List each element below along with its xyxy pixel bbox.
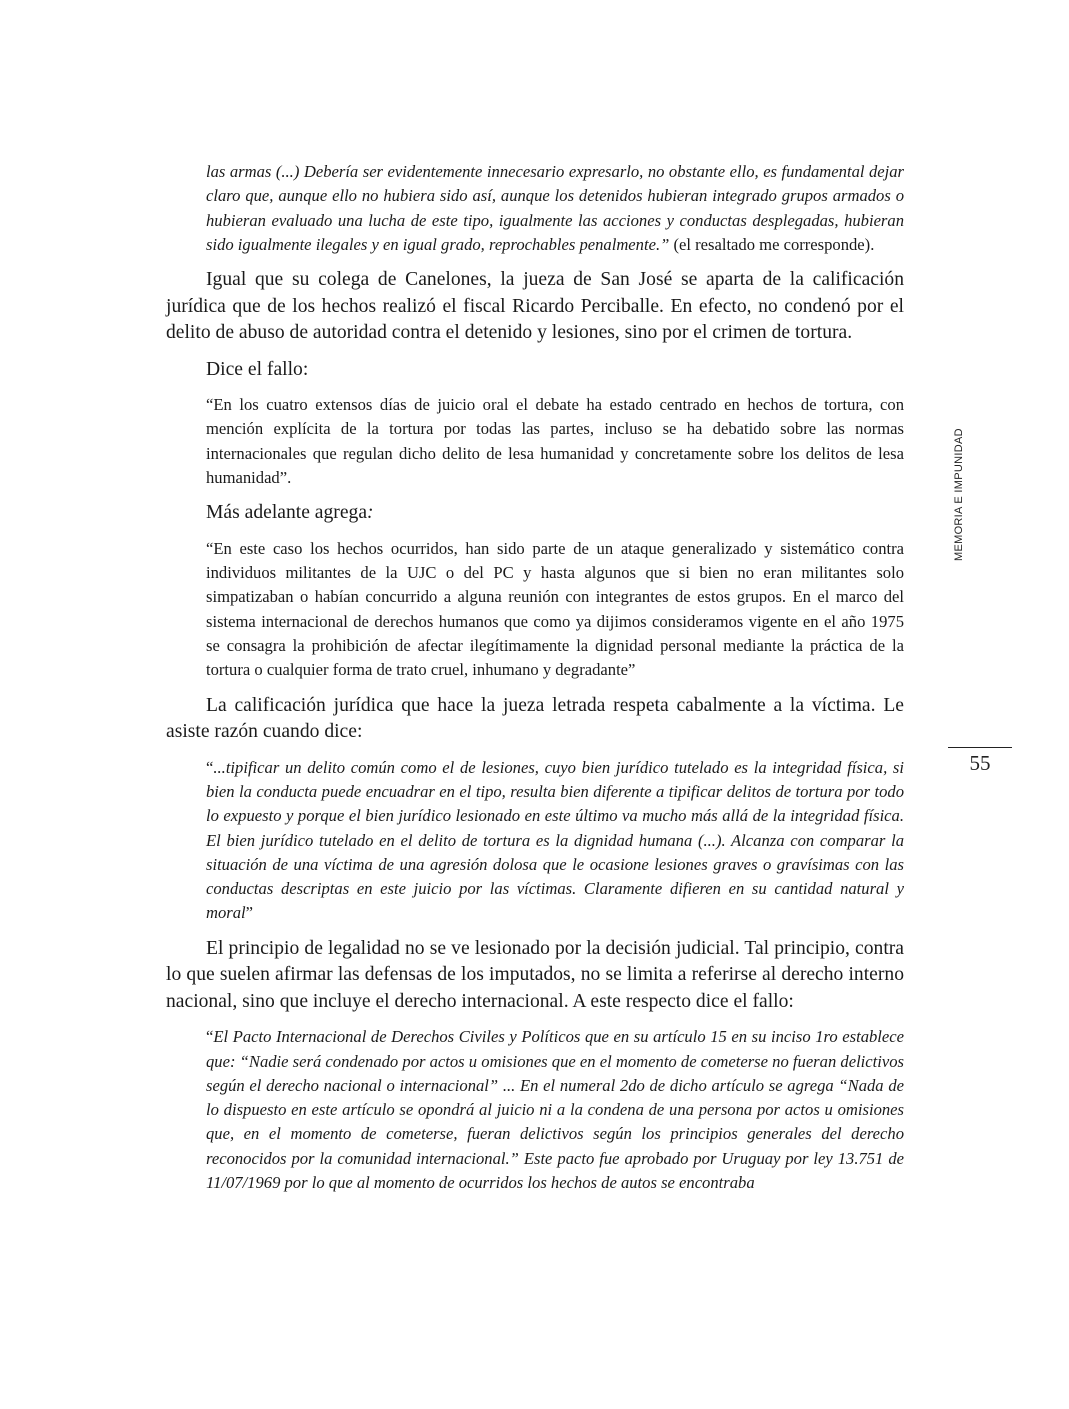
paragraph-1: Igual que su colega de Canelones, la jueza de San José se aparta de la calificación jurídica que de los hechos realizó el fiscal Ricardo Perciballe. En efecto, no condenó por el delito de abuso de autoridad contra el detenido y lesiones, sino por el crimen de tortura. (166, 269, 904, 344)
quote-5-italic-text: El Pacto Internacional de Derechos Civiles y Políticos que en su artículo 15 en su inciso 1ro establece que: “Nadie será condenado por actos u omisiones que en el momento de cometerse no fueran delictivos según el derecho nacional o internacional” ... En el numeral 2do de dicho artículo se agrega “Nada de lo dispuesto en este artículo se opondrá al juicio ni a la condena de una persona por actos u omisiones que, en el momento de cometerse, fueran delictivos según los principios generales del derecho reconocidos por la comunidad internacional.” Este pacto fue aprobado por Uruguay por ley 13.751 de 11/07/1969 por lo que al momento de ocurridos los hechos de autos se encontraba (206, 1027, 904, 1193)
quote-1-note: (el resaltado me corresponde). (669, 234, 875, 254)
quote-block-5 (166, 1025, 904, 1195)
quote-block-4 (166, 756, 904, 926)
page-number: 55 (969, 751, 991, 775)
quote-4-open-mark: “ (206, 757, 214, 777)
quote-block-3: “En este caso los hechos ocurridos, han sido parte de un ataque generalizado y sistemático contra individuos militantes de la UJC o del PC y hasta algunos que si bien no eran militantes solo simpatizaban o habían concurrido a alguna reunión con integrantes de estos grupos. En el marco del sistema internacional de derechos humanos que como ya dijimos consideramos vigente en el año 1975 se consagra la prohibición de afectar ilegítimamente la dignidad personal mediante la práctica de la tortura o cualquier forma de trato cruel, inhumano y degradante” (206, 538, 904, 680)
page-number-rule (948, 747, 1012, 748)
quote-4-close-mark: ” (245, 903, 254, 923)
text-column (166, 160, 904, 1205)
quote-1-italic-text: las armas (...) Debería ser evidentemente innecesario expresarlo, no obstante ello, es fundamental dejar claro que, aunque ello no hubiera sido así, aunque los detenidos hubieran integrado grupos armados o hubieran evaluado una lucha de este tipo, igualmente las acciones y conductas desplegadas, hubieran sido igualmente ilegales y en igual grado, reprochables penalmente.” (206, 162, 904, 254)
quote-block-2: “En los cuatro extensos días de juicio oral el debate ha estado centrado en hechos de tortura, con mención explícita de la tortura por todas las partes, incluso se ha debatido sobre las normas internacionales que regulan dicho delito de lesa humanidad y concretamente sobre los delitos de lesa humanidad”. (206, 395, 904, 488)
paragraph-mas-adelante (166, 500, 904, 527)
quote-4-italic-text: ...tipificar un delito común como el de lesiones, cuyo bien jurídico tutelado es la integridad física, si bien la conducta puede encuadrar en el tipo, resulta bien diferente a tipificar delitos de tortura por todo lo expuesto y porque el bien jurídico lesionado en este último va mucho más allá de la integridad física. El bien jurídico tutelado en el delito de tortura es la dignidad humana (...). Alcanza con comparar la situación de una víctima de una agresión dolosa que le ocasione lesiones graves o gravísimas con las conductas descriptas en este juicio por las víctimas. Claramente difieren en su cantidad natural y moral (206, 757, 904, 923)
mas-adelante-colon: : (367, 502, 374, 524)
paragraph-2: La calificación jurídica que hace la jueza letrada respeta cabalmente a la víctima. Le asiste razón cuando dice: (166, 694, 904, 743)
running-header: MEMORIA E IMPUNIDAD (953, 428, 965, 562)
paragraph-dice-el-fallo: Dice el fallo: (206, 358, 309, 380)
paragraph-3: El principio de legalidad no se ve lesionado por la decisión judicial. Tal principio, contra lo que suelen afirmar las defensas de los imputados, no se limita a referirse al derecho interno nacional, sino que incluye el derecho internacional. A este respecto dice el fallo: (166, 937, 904, 1012)
quote-block-1 (166, 160, 904, 257)
mas-adelante-text: Más adelante agrega (206, 502, 368, 524)
quote-5-open-mark: “ (206, 1027, 214, 1047)
